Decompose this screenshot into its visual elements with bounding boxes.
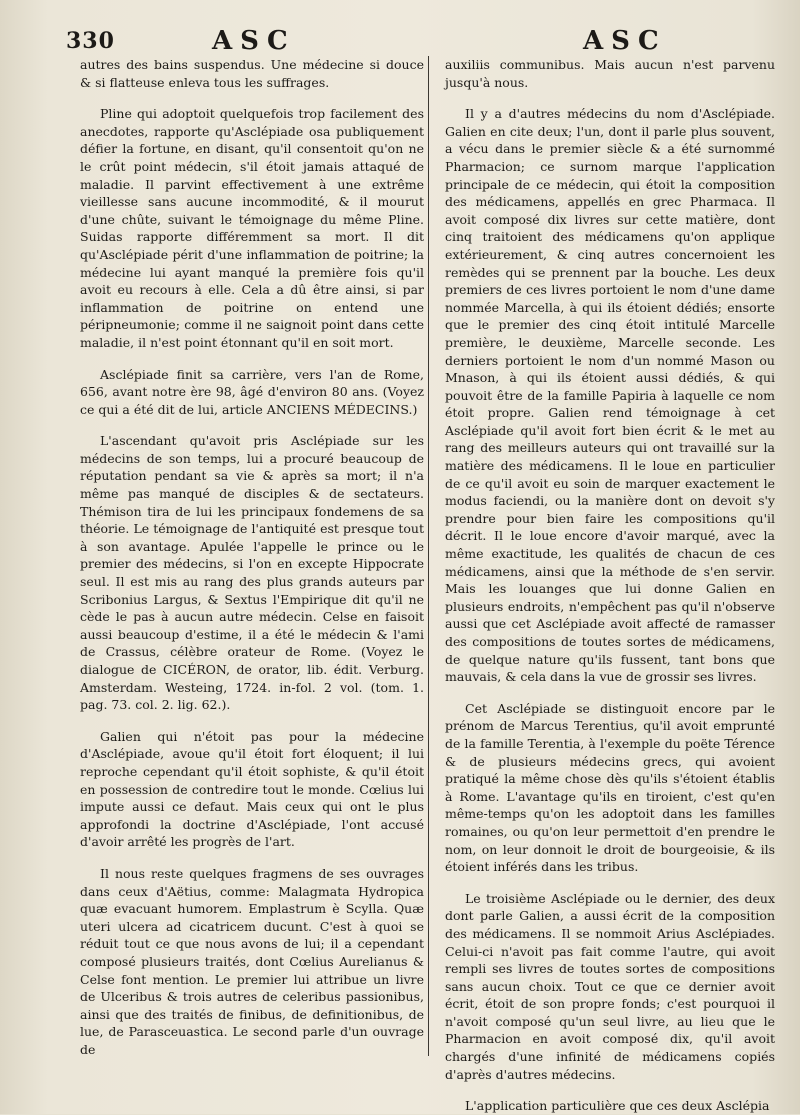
paragraph: autres des bains suspendus. Une médecine si douce & si flatteuse enleva tous les suffrages. [80,57,424,90]
paragraph: L'ascendant qu'avoit pris Asclépiade sur les médecins de son temps, lui a procuré beaucoup de réputation pendant sa vie & après sa mort; il n'a même pas manqué de disciples & de sectateurs. Thémison tira de lui les principaux fondemens de sa théorie. Le témoignage de l'antiquité est presque tout à son avantage. Apulée l'appelle le prince ou le premier des médecins, si l'on en excepte Hippocrate seul. Il est mis au rang des plus grands auteurs par Scribonius Largus, & Sextus l'Empirique dit qu'il ne cède le pas à aucun autre médecin. Celse en faisoit aussi beaucoup d'estime, il a été le médecin & l'ami de Crassus, célèbre orateur de Rome. (Voyez le dialogue de CICÉRON, de orator, lib. édit. Verburg. Amsterdam. Westeing, 1724. in-fol. 2 vol. (tom. 1. pag. 73. col. 2. lig. 62.). [80,433,424,713]
paragraph: Le troisième Asclépiade ou le dernier, des deux dont parle Galien, a aussi écrit de la composition des médicamens. Il se nommoit Arius Asclépiades. Celui-ci n'avoit pas fait comme l'autre, qui avoit rempli ses livres de toutes sortes de compositions sans aucun choix. Tout ce que ce dernier avoit écrit, étoit de son propre fonds; c'est pourquoi il n'avoit composé qu'un seul livre, au lieu que le Pharmacion en avoit composé dix, qu'il avoit chargés d'une infinité de médicamens copiés d'après d'autres médecins. [445,890,775,1082]
paragraph: Galien qui n'étoit pas pour la médecine d'Asclépiade, avoue qu'il étoit fort éloquent; il lui reproche cependant qu'il étoit sophiste, & qu'il étoit en possession de contredire tout le monde. Cœlius lui impute aussi ce defaut. Mais ceux qui ont le plus approfondi la doctrine d'Asclépiade, l'ont accusé d'avoir arrêté les progrès de l'art. [80,728,424,850]
column-divider [428,56,429,1056]
right-column [445,56,775,1115]
paragraph: Pline qui adoptoit quelquefois trop facilement des anecdotes, rapporte qu'Asclépiade osa publiquement défier la fortune, en disant, qu'il consentoit qu'on ne le crût point médecin, s'il étoit jamais attaqué de maladie. Il parvint effectivement à une extrême vieillesse sans aucune incommodité, & il mourut d'une chûte, suivant le témoignage du même Pline. Suidas rapporte différemment sa mort. Il dit qu'Asclépiade périt d'une inflammation de poitrine; la médecine lui ayant manqué la première fois qu'il avoit eu recours à elle. Cela a dû être ainsi, si par inflammation de poitrine on entend une péripneumonie; comme il ne saignoit point dans cette maladie, il n'est point étonnant qu'il en soit mort. [80,106,424,350]
paragraph: Asclépiade finit sa carrière, vers l'an de Rome, 656, avant notre ère 98, âgé d'environ 80 ans. (Voyez ce qui a été dit de lui, article ANCIENS MÉDECINS.) [80,366,424,417]
paragraph: L'application particulière que ces deux Asclépia [465,1098,770,1114]
running-head-left: ASC [212,26,296,56]
paragraph: Il nous reste quelques fragmens de ses ouvrages dans ceux d'Aëtius, comme: Malagmata Hydropica quæ evacuant humorem. Emplastrum è Scylla. Quæ uteri ulcera ad cicatricem ducunt. C'est à quoi se réduit tout ce que nous avons de lui; il a cependant composé plusieurs traités, dont Cœlius Aurelianus & Celse font mention. Le premier lui attribue un livre de Ulceribus & trois autres de celeribus passionibus, ainsi que des traités de finibus, de definitionibus, de lue, de Parasceuastica. Le second parle d'un ouvrage de [80,865,424,1057]
paragraph: auxiliis communibus. Mais aucun n'est parvenu jusqu'à nous. [445,57,775,90]
paragraph: Cet Asclépiade se distinguoit encore par le prénom de Marcus Terentius, qu'il avoit emprunté de la famille Terentia, à l'exemple du poëte Térence & de plusieurs médecins grecs, qui avoient pratiqué la même chose dès qu'ils s'étoient établis à Rome. L'avantage qu'ils en tiroient, c'est qu'en même-temps qu'on les adoptoit dans les familles romaines, ou qu'on leur permettoit d'en prendre le nom, on leur donnoit le droit de bourgeoisie, & ils étoient inférés dans les tribus. [445,700,775,875]
page-header [0,22,800,58]
running-head-right: ASC [583,26,667,56]
page-number: 330 [66,28,115,54]
left-column [80,56,424,1058]
paragraph: Il y a d'autres médecins du nom d'Asclépiade. Galien en cite deux; l'un, dont il parle plus souvent, a vécu dans le premier siècle & a été surnommé Pharmacion; ce surnom marque l'application principale de ce médecin, qui étoit la composition des médicamens, appellés en grec Pharmaca. Il avoit composé dix livres sur cette matière, dont cinq traitoient des médicamens qu'on applique extérieurement, & cinq autres concernoient les remèdes qui se prennent par la bouche. Les deux premiers de ces livres portoient le nom d'une dame nommée Marcella, à qui ils étoient dédiés; ensorte que le premier des cinq étoit intitulé Marcelle première, le deuxième, Marcelle seconde. Les derniers portoient le nom d'un nommé Mason ou Mnason, à qui ils étoient aussi dédiés, & qui pouvoit être de la famille Papiria à laquelle ce nom étoit propre. Galien rend témoignage à cet Asclépiade qu'il avoit fort bien écrit & le met au rang des meilleurs auteurs qui ont travaillé sur la matière des médicamens. Il le loue en particulier de ce qu'il avoit eu soin de marquer exactement le modus faciendi, ou la manière dont on devoit s'y prendre pour bien faire les compositions qu'il décrit. Il le loue encore d'avoir marqué, avec la même exactitude, les qualités de chacun de ces médicamens, ainsi que la méthode de s'en servir. Mais les louanges que lui donne Galien en plusieurs endroits, n'empêchent pas qu'il n'observe aussi que cet Asclépiade avoit affecté de ramasser des compositions de toutes sortes de médicamens, de quelque nature qu'ils fussent, tant bons que mauvais, & cela dans la vue de grossir ses livres. [445,106,775,685]
